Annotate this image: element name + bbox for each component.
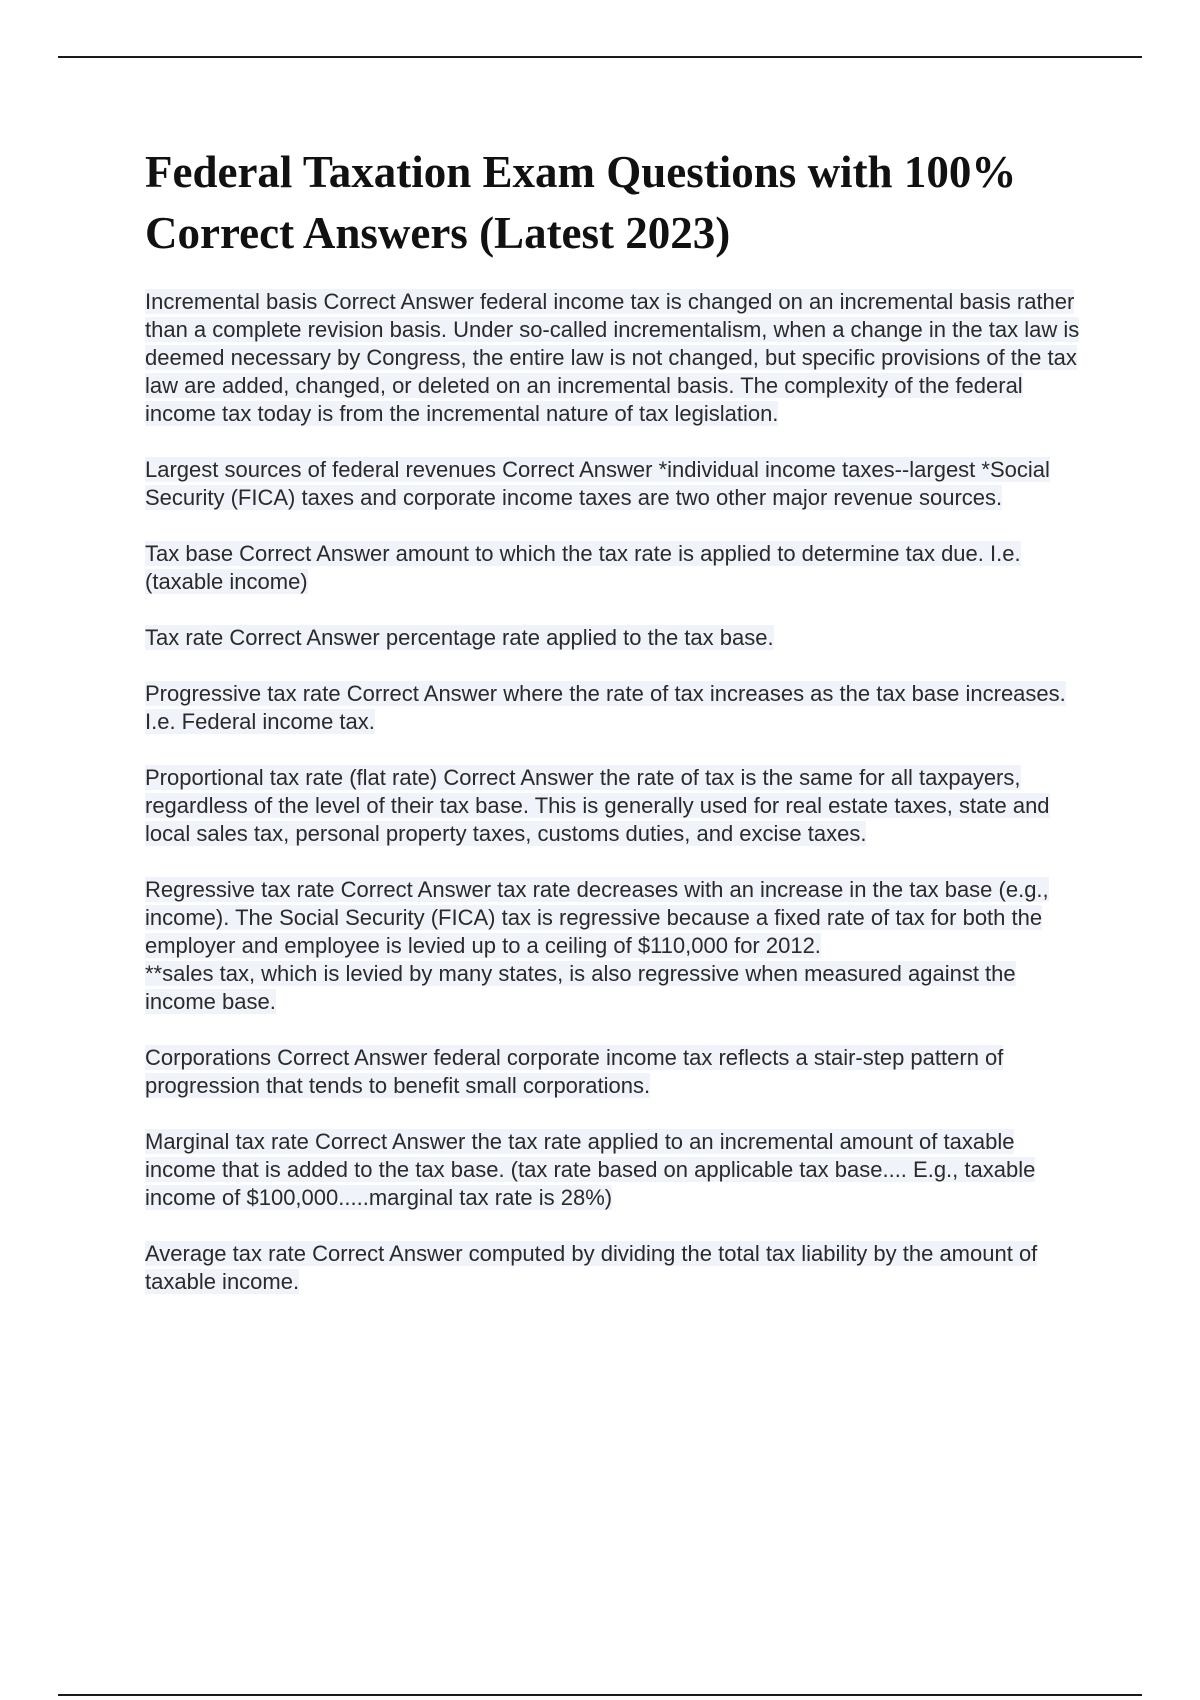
- qa-entry-text: Progressive tax rate Correct Answer where the rate of tax increases as the tax base increases. I.e. Federal income tax.: [145, 681, 1066, 734]
- qa-entry-text: Marginal tax rate Correct Answer the tax rate applied to an incremental amount of taxable income that is added to the tax base. (tax rate based on applicable tax base.... E.g., taxable income of $100,000.....marginal tax rate is 28%): [145, 1129, 1036, 1210]
- document-body: [145, 142, 1090, 1324]
- qa-entry: [145, 764, 1090, 848]
- qa-entry-text: Average tax rate Correct Answer computed by dividing the total tax liability by the amount of taxable income.: [145, 1241, 1038, 1294]
- page-title: Federal Taxation Exam Questions with 100% Correct Answers (Latest 2023): [145, 147, 1017, 258]
- qa-entry: [145, 288, 1090, 428]
- qa-entry: [145, 1044, 1090, 1100]
- qa-entry: [145, 540, 1090, 596]
- header-rule: [58, 56, 1142, 58]
- qa-entry: [145, 680, 1090, 736]
- footer-rule: [58, 1694, 1142, 1696]
- qa-entry-text: Regressive tax rate Correct Answer tax rate decreases with an increase in the tax base (e.g., income). The Social Security (FICA) tax is regressive because a fixed rate of tax for both the employer and employee is levied up to a ceiling of $110,000 for 2012. **sales tax, which is levied by many states, is also regressive when measured against the income base.: [145, 877, 1049, 1014]
- qa-entry-text: Tax base Correct Answer amount to which the tax rate is applied to determine tax due. I.e. (taxable income): [145, 541, 1021, 594]
- qa-entry: [145, 456, 1090, 512]
- qa-entry-text: Tax rate Correct Answer percentage rate applied to the tax base.: [145, 625, 774, 650]
- qa-entry-text: Incremental basis Correct Answer federal income tax is changed on an incremental basis rather than a complete revision basis. Under so-called incrementalism, when a change in the tax law is deemed necessary by Congress, the entire law is not changed, but specific provisions of the tax law are added, changed, or deleted on an incremental basis. The complexity of the federal income tax today is from the incremental nature of tax legislation.: [145, 289, 1080, 426]
- qa-entry: [145, 1240, 1090, 1296]
- qa-entry: [145, 876, 1090, 1016]
- qa-entry: [145, 624, 1090, 652]
- qa-entry: [145, 1128, 1090, 1212]
- qa-entry-text: Proportional tax rate (flat rate) Correct Answer the rate of tax is the same for all taxpayers, regardless of the level of their tax base. This is generally used for real estate taxes, state and local sales tax, personal property taxes, customs duties, and excise taxes.: [145, 765, 1050, 846]
- qa-entry-text: Corporations Correct Answer federal corporate income tax reflects a stair-step pattern of progression that tends to benefit small corporations.: [145, 1045, 1004, 1098]
- qa-entry-text: Largest sources of federal revenues Correct Answer *individual income taxes--largest *Social Security (FICA) taxes and corporate income taxes are two other major revenue sources.: [145, 457, 1050, 510]
